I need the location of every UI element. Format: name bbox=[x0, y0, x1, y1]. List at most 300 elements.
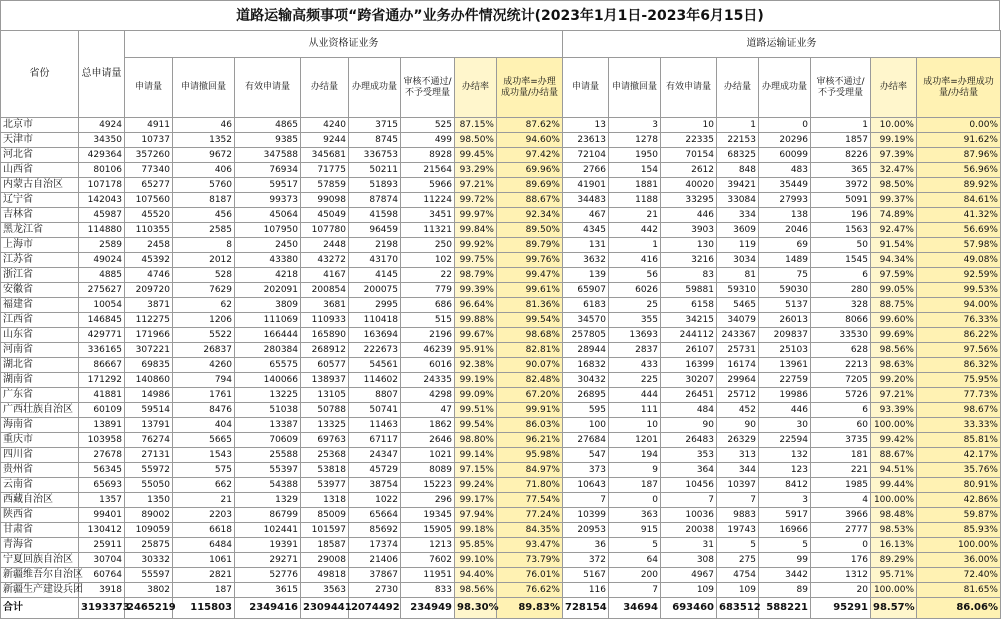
value-cell: 13225 bbox=[235, 388, 301, 403]
value-cell: 76.01% bbox=[497, 568, 563, 583]
value-cell: 84.97% bbox=[497, 463, 563, 478]
value-cell: 85.93% bbox=[917, 523, 1001, 538]
value-cell: 416 bbox=[609, 253, 661, 268]
value-cell: 345681 bbox=[301, 148, 349, 163]
value-cell: 98.68% bbox=[497, 328, 563, 343]
value-cell: 833 bbox=[401, 583, 455, 598]
value-cell: 20 bbox=[811, 583, 871, 598]
table-row bbox=[1, 493, 1001, 508]
value-cell: 103958 bbox=[79, 433, 125, 448]
header-sub1-2: 有效申请量 bbox=[235, 58, 301, 118]
value-cell: 94.40% bbox=[455, 568, 497, 583]
value-cell: 16399 bbox=[661, 358, 717, 373]
value-cell: 628 bbox=[811, 343, 871, 358]
value-cell: 59.87% bbox=[917, 508, 1001, 523]
value-cell: 94.60% bbox=[497, 133, 563, 148]
value-cell: 483 bbox=[759, 163, 811, 178]
value-cell: 13891 bbox=[79, 418, 125, 433]
value-cell: 1206 bbox=[173, 313, 235, 328]
table-row bbox=[1, 553, 1001, 568]
value-cell: 99.67% bbox=[455, 328, 497, 343]
value-cell: 89.50% bbox=[497, 223, 563, 238]
value-cell: 75.95% bbox=[917, 373, 1001, 388]
value-cell: 328 bbox=[811, 298, 871, 313]
value-cell: 7 bbox=[661, 493, 717, 508]
value-cell: 130 bbox=[661, 238, 717, 253]
value-cell: 99.76% bbox=[497, 253, 563, 268]
value-cell: 353 bbox=[661, 448, 717, 463]
value-cell: 6016 bbox=[401, 358, 455, 373]
value-cell: 484 bbox=[661, 403, 717, 418]
value-cell: 2046 bbox=[759, 223, 811, 238]
value-cell: 85009 bbox=[301, 508, 349, 523]
province-cell: 青海省 bbox=[1, 538, 79, 553]
value-cell: 41901 bbox=[563, 178, 609, 193]
value-cell: 4298 bbox=[401, 388, 455, 403]
value-cell: 80.91% bbox=[917, 478, 1001, 493]
value-cell: 0 bbox=[609, 493, 661, 508]
value-cell: 90.07% bbox=[497, 358, 563, 373]
value-cell: 82.81% bbox=[497, 343, 563, 358]
value-cell: 54561 bbox=[349, 358, 401, 373]
value-cell: 163694 bbox=[349, 328, 401, 343]
value-cell: 47 bbox=[401, 403, 455, 418]
value-cell: 27684 bbox=[563, 433, 609, 448]
table-row bbox=[1, 148, 1001, 163]
value-cell: 30332 bbox=[125, 553, 173, 568]
value-cell: 313 bbox=[717, 448, 759, 463]
value-cell: 99.18% bbox=[455, 523, 497, 538]
value-cell: 19391 bbox=[235, 538, 301, 553]
value-cell: 98.53% bbox=[871, 523, 917, 538]
value-cell: 24347 bbox=[349, 448, 401, 463]
value-cell: 26013 bbox=[759, 313, 811, 328]
value-cell: 3715 bbox=[349, 118, 401, 133]
header-sub2-5: 审核不通过/不予受理量 bbox=[811, 58, 871, 118]
value-cell: 2448 bbox=[301, 238, 349, 253]
value-cell: 14986 bbox=[125, 388, 173, 403]
value-cell: 80106 bbox=[79, 163, 125, 178]
value-cell: 45392 bbox=[125, 253, 173, 268]
value-cell: 130412 bbox=[79, 523, 125, 538]
value-cell: 4885 bbox=[79, 268, 125, 283]
header-sub1-0: 申请量 bbox=[125, 58, 173, 118]
value-cell: 22153 bbox=[717, 133, 759, 148]
value-cell: 2730 bbox=[349, 583, 401, 598]
value-cell: 20953 bbox=[563, 523, 609, 538]
value-cell: 62 bbox=[173, 298, 235, 313]
value-cell: 3918 bbox=[79, 583, 125, 598]
province-cell: 上海市 bbox=[1, 238, 79, 253]
value-cell: 10036 bbox=[661, 508, 717, 523]
header-sub2-7: 成功率=办理成功量/办结量 bbox=[917, 58, 1001, 118]
value-cell: 7629 bbox=[173, 283, 235, 298]
value-cell: 154 bbox=[609, 163, 661, 178]
province-cell: 山东省 bbox=[1, 328, 79, 343]
value-cell: 71775 bbox=[301, 163, 349, 178]
value-cell: 107780 bbox=[301, 223, 349, 238]
value-cell: 429364 bbox=[79, 148, 125, 163]
value-cell: 25875 bbox=[125, 538, 173, 553]
value-cell: 280 bbox=[811, 283, 871, 298]
value-cell: 25103 bbox=[759, 343, 811, 358]
value-cell: 307221 bbox=[125, 343, 173, 358]
value-cell: 24335 bbox=[401, 373, 455, 388]
value-cell: 9244 bbox=[301, 133, 349, 148]
province-cell: 贵州省 bbox=[1, 463, 79, 478]
province-cell: 新疆生产建设兵团 bbox=[1, 583, 79, 598]
value-cell: 13105 bbox=[301, 388, 349, 403]
value-cell: 56.69% bbox=[917, 223, 1001, 238]
value-cell: 3903 bbox=[661, 223, 717, 238]
value-cell: 81.65% bbox=[917, 583, 1001, 598]
value-cell: 6484 bbox=[173, 538, 235, 553]
value-cell: 347588 bbox=[235, 148, 301, 163]
value-cell: 25 bbox=[609, 298, 661, 313]
table-row bbox=[1, 418, 1001, 433]
value-cell: 77.73% bbox=[917, 388, 1001, 403]
value-cell: 93.47% bbox=[497, 538, 563, 553]
table-row bbox=[1, 388, 1001, 403]
value-cell: 296 bbox=[401, 493, 455, 508]
value-cell: 16.13% bbox=[871, 538, 917, 553]
value-cell: 94.51% bbox=[871, 463, 917, 478]
table-row bbox=[1, 118, 1001, 133]
value-cell: 4746 bbox=[125, 268, 173, 283]
value-cell: 10 bbox=[661, 118, 717, 133]
value-cell: 17374 bbox=[349, 538, 401, 553]
value-cell: 4260 bbox=[173, 358, 235, 373]
value-cell: 98.30% bbox=[455, 598, 497, 619]
value-cell: 87.96% bbox=[917, 148, 1001, 163]
header-province: 省份 bbox=[1, 31, 79, 118]
table-row bbox=[1, 238, 1001, 253]
value-cell: 99.05% bbox=[871, 283, 917, 298]
value-cell: 10643 bbox=[563, 478, 609, 493]
value-cell: 686 bbox=[401, 298, 455, 313]
value-cell: 5 bbox=[759, 538, 811, 553]
value-cell: 92.38% bbox=[455, 358, 497, 373]
value-cell: 2074492 bbox=[349, 598, 401, 619]
value-cell: 53818 bbox=[301, 463, 349, 478]
value-cell: 34570 bbox=[563, 313, 609, 328]
table-row bbox=[1, 433, 1001, 448]
value-cell: 26483 bbox=[661, 433, 717, 448]
value-cell: 525 bbox=[401, 118, 455, 133]
value-cell: 102 bbox=[401, 253, 455, 268]
province-cell: 合计 bbox=[1, 598, 79, 619]
table-row bbox=[1, 373, 1001, 388]
value-cell: 76274 bbox=[125, 433, 173, 448]
value-cell: 72.40% bbox=[917, 568, 1001, 583]
value-cell: 7 bbox=[563, 493, 609, 508]
value-cell: 65664 bbox=[349, 508, 401, 523]
value-cell: 8187 bbox=[173, 193, 235, 208]
value-cell: 45729 bbox=[349, 463, 401, 478]
value-cell: 95.91% bbox=[455, 343, 497, 358]
value-cell: 46 bbox=[173, 118, 235, 133]
value-cell: 99373 bbox=[235, 193, 301, 208]
value-cell: 3193373 bbox=[79, 598, 125, 619]
value-cell: 67117 bbox=[349, 433, 401, 448]
value-cell: 99.75% bbox=[455, 253, 497, 268]
value-cell: 99.24% bbox=[455, 478, 497, 493]
value-cell: 109 bbox=[717, 583, 759, 598]
province-cell: 江苏省 bbox=[1, 253, 79, 268]
value-cell: 10 bbox=[609, 418, 661, 433]
value-cell: 5 bbox=[717, 538, 759, 553]
value-cell: 53977 bbox=[301, 478, 349, 493]
value-cell: 88.67% bbox=[497, 193, 563, 208]
value-cell: 99.19% bbox=[871, 133, 917, 148]
value-cell: 32.47% bbox=[871, 163, 917, 178]
value-cell: 357260 bbox=[125, 148, 173, 163]
value-cell: 43170 bbox=[349, 253, 401, 268]
table-row bbox=[1, 463, 1001, 478]
value-cell: 73.79% bbox=[497, 553, 563, 568]
value-cell: 60099 bbox=[759, 148, 811, 163]
value-cell: 1862 bbox=[401, 418, 455, 433]
value-cell: 99.69% bbox=[871, 328, 917, 343]
value-cell: 10737 bbox=[125, 133, 173, 148]
value-cell: 69 bbox=[759, 238, 811, 253]
value-cell: 96.64% bbox=[455, 298, 497, 313]
value-cell: 364 bbox=[661, 463, 717, 478]
page-title: 道路运输高频事项“跨省通办”业务办件情况统计(2023年1月1日-2023年6月15日) bbox=[0, 0, 1000, 30]
value-cell: 115803 bbox=[173, 598, 235, 619]
value-cell: 4145 bbox=[349, 268, 401, 283]
value-cell: 10399 bbox=[563, 508, 609, 523]
table-row bbox=[1, 403, 1001, 418]
value-cell: 2450 bbox=[235, 238, 301, 253]
value-cell: 99.88% bbox=[455, 313, 497, 328]
value-cell: 4967 bbox=[661, 568, 717, 583]
province-cell: 安徽省 bbox=[1, 283, 79, 298]
province-cell: 内蒙古自治区 bbox=[1, 178, 79, 193]
value-cell: 43272 bbox=[301, 253, 349, 268]
value-cell: 2995 bbox=[349, 298, 401, 313]
value-cell: 22 bbox=[401, 268, 455, 283]
value-cell: 243367 bbox=[717, 328, 759, 343]
value-cell: 99.60% bbox=[871, 313, 917, 328]
value-cell: 26329 bbox=[717, 433, 759, 448]
value-cell: 89.69% bbox=[497, 178, 563, 193]
province-cell: 海南省 bbox=[1, 418, 79, 433]
value-cell: 3 bbox=[609, 118, 661, 133]
value-cell: 40020 bbox=[661, 178, 717, 193]
value-cell: 1312 bbox=[811, 568, 871, 583]
value-cell: 107178 bbox=[79, 178, 125, 193]
value-cell: 95.98% bbox=[497, 448, 563, 463]
value-cell: 3972 bbox=[811, 178, 871, 193]
value-cell: 50788 bbox=[301, 403, 349, 418]
value-cell: 59881 bbox=[661, 283, 717, 298]
value-cell: 355 bbox=[609, 313, 661, 328]
value-cell: 55050 bbox=[125, 478, 173, 493]
value-cell: 5465 bbox=[717, 298, 759, 313]
value-cell: 444 bbox=[609, 388, 661, 403]
province-cell: 浙江省 bbox=[1, 268, 79, 283]
value-cell: 2821 bbox=[173, 568, 235, 583]
value-cell: 86667 bbox=[79, 358, 125, 373]
province-cell: 云南省 bbox=[1, 478, 79, 493]
value-cell: 499 bbox=[401, 133, 455, 148]
value-cell: 2465219 bbox=[125, 598, 173, 619]
value-cell: 97.59% bbox=[871, 268, 917, 283]
value-cell: 33530 bbox=[811, 328, 871, 343]
value-cell: 99.54% bbox=[497, 313, 563, 328]
table-row bbox=[1, 223, 1001, 238]
value-cell: 1352 bbox=[173, 133, 235, 148]
header-group-qualification: 从业资格证业务 bbox=[125, 31, 563, 58]
value-cell: 99.45% bbox=[455, 148, 497, 163]
header-sub2-1: 申请撤回量 bbox=[609, 58, 661, 118]
value-cell: 13791 bbox=[125, 418, 173, 433]
value-cell: 2837 bbox=[609, 343, 661, 358]
value-cell: 97.21% bbox=[871, 388, 917, 403]
value-cell: 95.85% bbox=[455, 538, 497, 553]
value-cell: 1761 bbox=[173, 388, 235, 403]
value-cell: 250 bbox=[401, 238, 455, 253]
value-cell: 98.63% bbox=[871, 358, 917, 373]
value-cell: 99.14% bbox=[455, 448, 497, 463]
value-cell: 1022 bbox=[349, 493, 401, 508]
value-cell: 99.54% bbox=[455, 418, 497, 433]
value-cell: 86.32% bbox=[917, 358, 1001, 373]
value-cell: 67.20% bbox=[497, 388, 563, 403]
value-cell: 5917 bbox=[759, 508, 811, 523]
province-cell: 广东省 bbox=[1, 388, 79, 403]
value-cell: 528 bbox=[173, 268, 235, 283]
value-cell: 0 bbox=[759, 118, 811, 133]
value-cell: 110355 bbox=[125, 223, 173, 238]
value-cell: 100.00% bbox=[871, 418, 917, 433]
value-cell: 33084 bbox=[717, 193, 759, 208]
value-cell: 112275 bbox=[125, 313, 173, 328]
value-cell: 7 bbox=[717, 493, 759, 508]
table-row bbox=[1, 508, 1001, 523]
value-cell: 97.15% bbox=[455, 463, 497, 478]
table-row bbox=[1, 343, 1001, 358]
value-cell: 13693 bbox=[609, 328, 661, 343]
table-row bbox=[1, 448, 1001, 463]
value-cell: 373 bbox=[563, 463, 609, 478]
table-row bbox=[1, 298, 1001, 313]
value-cell: 27131 bbox=[125, 448, 173, 463]
value-cell: 3216 bbox=[661, 253, 717, 268]
value-cell: 34215 bbox=[661, 313, 717, 328]
value-cell: 34350 bbox=[79, 133, 125, 148]
value-cell: 13961 bbox=[759, 358, 811, 373]
value-cell: 11224 bbox=[401, 193, 455, 208]
value-cell: 85.81% bbox=[917, 433, 1001, 448]
province-cell: 北京市 bbox=[1, 118, 79, 133]
province-cell: 西藏自治区 bbox=[1, 493, 79, 508]
value-cell: 109059 bbox=[125, 523, 173, 538]
value-cell: 94.00% bbox=[917, 298, 1001, 313]
value-cell: 1489 bbox=[759, 253, 811, 268]
value-cell: 119 bbox=[717, 238, 759, 253]
value-cell: 404 bbox=[173, 418, 235, 433]
value-cell: 7 bbox=[609, 583, 661, 598]
value-cell: 65277 bbox=[125, 178, 173, 193]
value-cell: 50211 bbox=[349, 163, 401, 178]
value-cell: 99.92% bbox=[455, 238, 497, 253]
province-cell: 江西省 bbox=[1, 313, 79, 328]
value-cell: 36 bbox=[563, 538, 609, 553]
value-cell: 65693 bbox=[79, 478, 125, 493]
table-row bbox=[1, 133, 1001, 148]
province-cell: 广西壮族自治区 bbox=[1, 403, 79, 418]
value-cell: 65575 bbox=[235, 358, 301, 373]
value-cell: 98.80% bbox=[455, 433, 497, 448]
value-cell: 9672 bbox=[173, 148, 235, 163]
value-cell: 3966 bbox=[811, 508, 871, 523]
value-cell: 794 bbox=[173, 373, 235, 388]
table-row bbox=[1, 538, 1001, 553]
value-cell: 23613 bbox=[563, 133, 609, 148]
value-cell: 27678 bbox=[79, 448, 125, 463]
header-sub2-3: 办结量 bbox=[717, 58, 759, 118]
value-cell: 779 bbox=[401, 283, 455, 298]
value-cell: 111069 bbox=[235, 313, 301, 328]
province-cell: 陕西省 bbox=[1, 508, 79, 523]
value-cell: 176 bbox=[811, 553, 871, 568]
value-cell: 99.51% bbox=[455, 403, 497, 418]
value-cell: 36.00% bbox=[917, 553, 1001, 568]
value-cell: 187 bbox=[173, 583, 235, 598]
value-cell: 39421 bbox=[717, 178, 759, 193]
value-cell: 3563 bbox=[301, 583, 349, 598]
value-cell: 21564 bbox=[401, 163, 455, 178]
value-cell: 1 bbox=[717, 118, 759, 133]
province-cell: 山西省 bbox=[1, 163, 79, 178]
value-cell: 99401 bbox=[79, 508, 125, 523]
value-cell: 244112 bbox=[661, 328, 717, 343]
value-cell: 84.35% bbox=[497, 523, 563, 538]
value-cell: 100.00% bbox=[871, 493, 917, 508]
value-cell: 95291 bbox=[811, 598, 871, 619]
value-cell: 181 bbox=[811, 448, 871, 463]
value-cell: 275627 bbox=[79, 283, 125, 298]
value-cell: 1318 bbox=[301, 493, 349, 508]
province-cell: 河南省 bbox=[1, 343, 79, 358]
value-cell: 98.48% bbox=[871, 508, 917, 523]
value-cell: 4924 bbox=[79, 118, 125, 133]
value-cell: 29964 bbox=[717, 373, 759, 388]
value-cell: 4167 bbox=[301, 268, 349, 283]
value-cell: 65907 bbox=[563, 283, 609, 298]
value-cell: 97.39% bbox=[871, 148, 917, 163]
table-row bbox=[1, 478, 1001, 493]
value-cell: 99.37% bbox=[871, 193, 917, 208]
value-cell: 3632 bbox=[563, 253, 609, 268]
value-cell: 209837 bbox=[759, 328, 811, 343]
province-cell: 吉林省 bbox=[1, 208, 79, 223]
value-cell: 6 bbox=[811, 403, 871, 418]
value-cell: 25731 bbox=[717, 343, 759, 358]
table-row bbox=[1, 178, 1001, 193]
value-cell: 60764 bbox=[79, 568, 125, 583]
value-cell: 92.47% bbox=[871, 223, 917, 238]
value-cell: 107950 bbox=[235, 223, 301, 238]
value-cell: 1563 bbox=[811, 223, 871, 238]
value-cell: 33.33% bbox=[917, 418, 1001, 433]
value-cell: 2198 bbox=[349, 238, 401, 253]
value-cell: 4345 bbox=[563, 223, 609, 238]
value-cell: 3442 bbox=[759, 568, 811, 583]
value-cell: 20038 bbox=[661, 523, 717, 538]
